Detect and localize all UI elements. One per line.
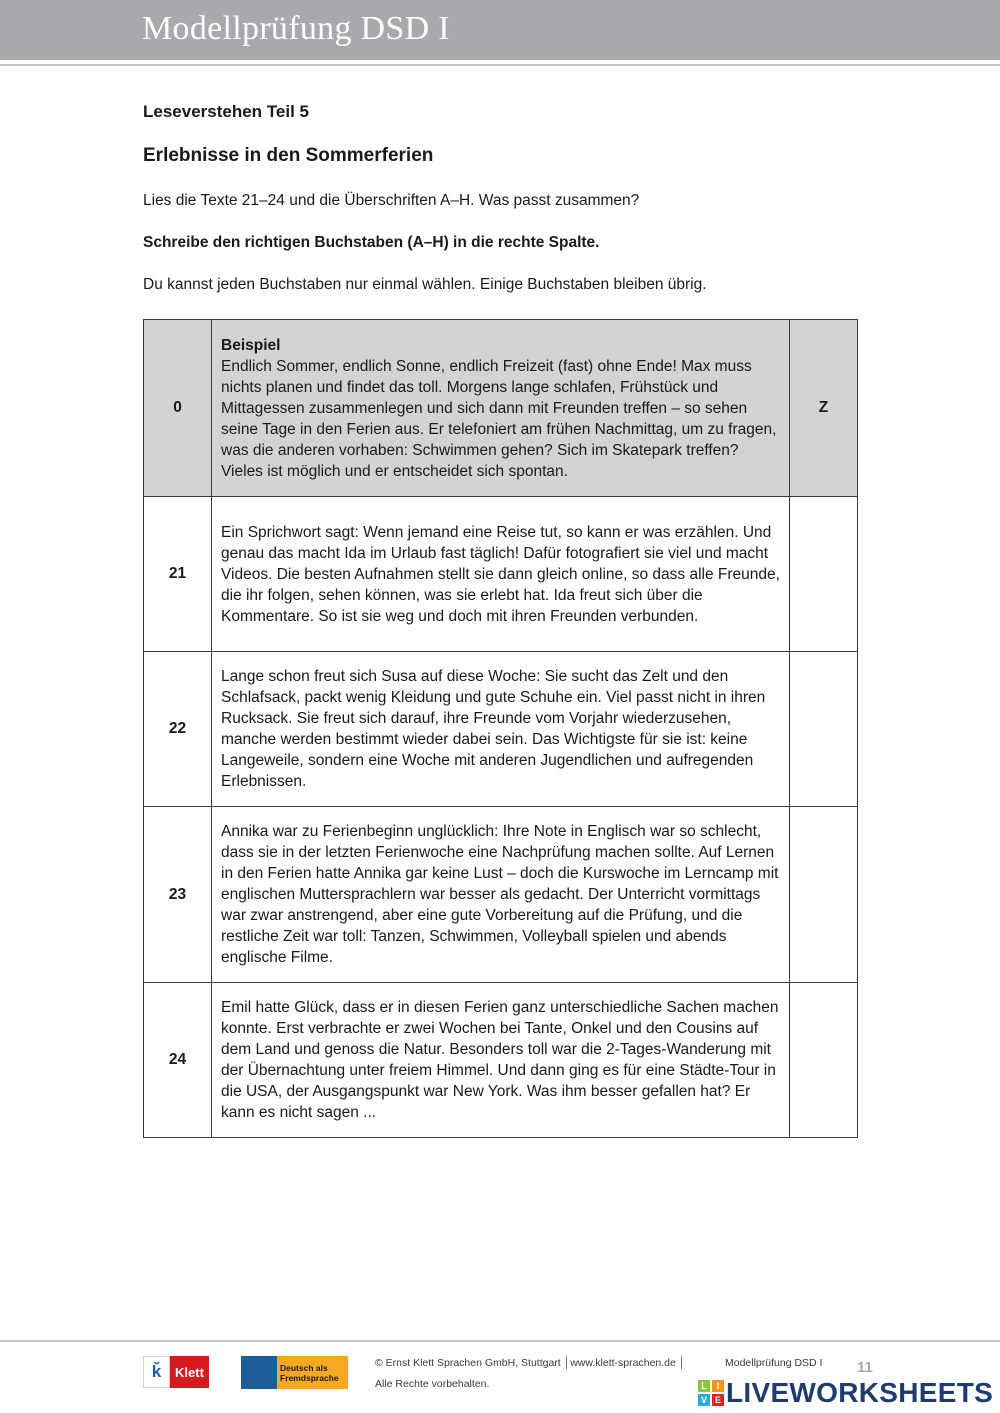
watermark-block: L	[698, 1380, 710, 1392]
liveworksheets-icon	[698, 1380, 724, 1406]
task-row	[144, 652, 858, 807]
task-heading: Erlebnisse in den Sommerferien	[143, 145, 434, 166]
task-row	[144, 983, 858, 1138]
klett-logo-mark: ǩ	[143, 1356, 170, 1388]
answer-field[interactable]	[790, 497, 858, 652]
answer-field[interactable]	[790, 983, 858, 1138]
rights-line: Alle Rechte vorbehalten.	[375, 1378, 490, 1390]
item-text: Emil hatte Glück, dass er in diesen Ferien ganz unterschiedliche Sachen machen konnte. Erst verbrachte er zwei Wochen bei Tante, Onkel und den Cousins auf dem Land und genoss die Natur. Besonders toll war die 2-Tages-Wanderung mit der Übernachtung unter freiem Himmel. Und dann ging es für eine Städte-Tour in die USA, der Ausgangspunkt war New York. Was ihm besser gefallen hat? Er kann es nicht sagen ...	[212, 983, 790, 1138]
example-text: Endlich Sommer, endlich Sonne, endlich Freizeit (fast) ohne Ende! Max muss nichts planen und findet das toll. Morgens lange schlafen, Frühstück und Mittagessen zusammenlegen und sich dann mit Freunden treffen – so sehen seine Tage in den Ferien aus. Er telefoniert am frühen Nachmittag, um zu fragen, was die anderen vorhaben: Schwimmen gehen? Sich im Skatepark treffen? Vieles ist möglich und er entscheidet sich spontan.	[221, 357, 777, 480]
task-row	[144, 497, 858, 652]
item-text: Lange schon freut sich Susa auf diese Woche: Sie sucht das Zelt und den Schlafsack, packt wenig Kleidung und gute Schuhe ein. Viel passt nicht in ihren Rucksack. Sie freut sich darauf, ihre Freunde vom Vorjahr wiederzusehen, manche werden bestimmt wieder dabei sein. Das Wichtigste für sie ist: keine Langeweile, sondern eine Woche mit anderen Jugendlichen und aufregenden Erlebnissen.	[212, 652, 790, 807]
klett-logo	[143, 1356, 209, 1388]
item-number: 24	[144, 983, 212, 1138]
watermark-text: LIVEWORKSHEETS	[726, 1377, 994, 1408]
watermark-block: V	[698, 1394, 710, 1406]
footer-divider	[0, 1340, 1000, 1342]
answer-field[interactable]	[790, 807, 858, 983]
item-number: 22	[144, 652, 212, 807]
item-number: 23	[144, 807, 212, 983]
item-text: Annika war zu Ferienbeginn unglücklich: Ihre Note in Englisch war so schlecht, dass sie in der letzten Ferienwoche eine Nachprüfung machen sollte. Auf Lernen in den Ferien hatte Annika gar keine Lust – doch die Kurswoche im Lerncamp mit englischen Muttersprachlern war besser als gedacht. Der Unterricht vormittags war zwar anstrengend, aber eine gute Vorbereitung auf die Prüfung, und die restliche Zeit war toll: Tanzen, Schwimmen, Volleyball spielen und abends englische Filme.	[212, 807, 790, 983]
daf-logo-text: Deutsch als Fremdsprache	[277, 1356, 348, 1389]
item-number: 21	[144, 497, 212, 652]
copyright-line: © Ernst Klett Sprachen GmbH, Stuttgart │www.klett-sprachen.de │	[375, 1357, 686, 1369]
section-label: Leseverstehen Teil 5	[143, 102, 309, 121]
header-divider	[0, 64, 1000, 66]
item-number: 0	[144, 320, 212, 497]
item-text: Ein Sprichwort sagt: Wenn jemand eine Reise tut, so kann er was erzählen. Und genau das macht Ida im Urlaub fast täglich! Dafür fotografiert sie viel und macht Videos. Die besten Aufnahmen stellt sie dann gleich online, so dass alle Freunde, die ihr folgen, sehen können, was sie erlebt hat. Ida freut sich über die Kommentare. So ist sie weg und doch mit ihren Freunden verbunden.	[212, 497, 790, 652]
instruction-3: Du kannst jeden Buchstaben nur einmal wählen. Einige Buchstaben bleiben übrig.	[143, 276, 707, 293]
daf-logo	[241, 1356, 348, 1389]
instruction-1: Lies die Texte 21–24 und die Überschriften A–H. Was passt zusammen?	[143, 192, 640, 209]
example-row	[144, 320, 858, 497]
daf-logo-block	[241, 1356, 277, 1389]
klett-logo-text: Klett	[170, 1356, 209, 1388]
liveworksheets-watermark	[698, 1376, 993, 1410]
watermark-block: E	[712, 1394, 724, 1406]
watermark-block: I	[712, 1380, 724, 1392]
reading-task-table	[143, 319, 858, 1138]
task-row	[144, 807, 858, 983]
example-answer: Z	[790, 320, 858, 497]
instruction-2: Schreibe den richtigen Buchstaben (A–H) in die rechte Spalte.	[143, 234, 600, 251]
answer-field[interactable]	[790, 652, 858, 807]
example-text-cell	[212, 320, 790, 497]
page-header-title: Modellprüfung DSD I	[142, 10, 450, 47]
example-label: Beispiel	[221, 336, 281, 354]
page-number: 11	[857, 1359, 873, 1376]
footer-doc-title: Modellprüfung DSD I	[725, 1357, 823, 1369]
